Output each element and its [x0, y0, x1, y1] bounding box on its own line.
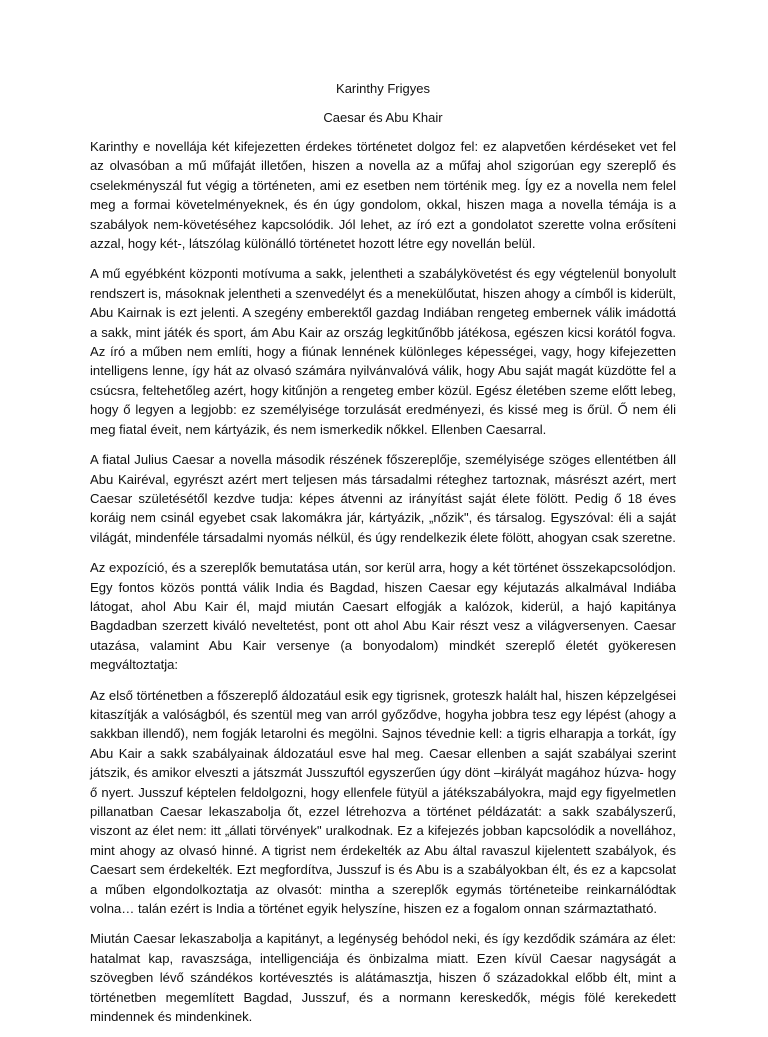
document-title: Caesar és Abu Khair: [323, 110, 443, 125]
paragraph-1: Karinthy e novellája két kifejezetten érdekes történetet dolgoz fel: ez alapvetően kérdéseket vet fel az olvasóban a mű műfaját illetően, hiszen a novella az a műfaj ahol szigorúan egy szereplő és cselekményszál fut végig a történeten, ami ez esetben nem történik meg. Így ez a novella nem felel meg a formai követelményeknek, és én úgy gondolom, okkal, hiszen maga a novella témája is a szabályok nem-követéséhez kapcsolódik. Jól lehet, az író ezt a gondolatot szerette volna erősíteni azzal, hogy két-, látszólag különálló történetet hozott létre egy novellán belül.: [90, 139, 676, 252]
paragraph-2: A mű egyébként központi motívuma a sakk, jelentheti a szabálykövetést és egy végtelenül bonyolult rendszert is, másoknak jelentheti a szenvedélyt és a menekülőutat, hiszen ahogy a címből is kiderült, Abu Kairnak is ezt jelenti. A szegény emberektől gazdag Indiában rengeteg embernek válik imádottá a sakk, mint játék és sport, ám Abu Kair az ország legkitűnőbb játékosa, egészen kicsi korától fogva. Az író a műben nem említi, hogy a fiúnak lennének különleges képességei, vagy, hogy kifejezetten intelligens lenne, így hát az olvasó számára nyilvánvalóvá válik, hogy Abu saját magát küzdötte fel a csúcsra, feltehetőleg azért, hogy kitűnjön a rengeteg ember közül. Egész életében szeme előtt lebeg, hogy ő legyen a legjobb: ez személyisége torzulását eredményezi, és kissé meg is őrül. Ő nem éli meg fiatal éveit, nem kártyázik, és nem ismerkedik nőkkel. Ellenben Caesarral.: [90, 266, 676, 437]
paragraph-4: Az expozíció, és a szereplők bemutatása után, sor kerül arra, hogy a két történet összekapcsolódjon. Egy fontos közös ponttá válik India és Bagdad, hiszen Caesar egy kéjutazás alkalmával Indiába látogat, ahol Abu Kair él, majd miután Caesart elfogják a kalózok, kiderül, a hajó kapitánya Bagdadban szerzett kiváló neveltetést, pont ott ahol Abu Kair részt vesz a világversenyen. Caesar utazása, valamint Abu Kair versenye (a bonyodalom) mindkét szereplő életét gyökeresen megváltoztatja:: [90, 560, 676, 673]
document-page: [90, 80, 676, 1037]
paragraph-6: Miután Caesar lekaszabolja a kapitányt, a legénység behódol neki, és így kezdődik számára az élet: hatalmat kap, ravaszsága, intelligenciája és önbizalma miatt. Ezen kívül Caesar nagyságát a szövegben lévő szándékos kortévesztés is alátámasztja, hiszen ő századokkal előbb élt, mint a történetben megemlített Bagdad, Jusszuf, és a normann kereskedők, mégis fölé kerekedett mindennek és mindenkinek.: [90, 931, 676, 1025]
paragraph-5: Az első történetben a főszereplő áldozatául esik egy tigrisnek, groteszk halált hal, hiszen képzelgései kitaszítják a valóságból, és szentül meg van arról győződve, hogyha jobbra tesz egy lépést (ahogy a sakkban illendő), nem fogják letarolni és megölni. Sajnos tévednie kell: a tigris elharapja a torkát, így Abu Kair a sakk szabályainak áldozatául esve hal meg. Caesar ellenben a saját szabályai szerint játszik, és amikor elveszti a játszmát Jusszuftól egyszerűen úgy dönt –királyát magához húzva- hogy ő nyert. Jusszuf képtelen feldolgozni, hogy ellenfele fütyül a játékszabályokra, majd egy figyelmetlen pillanatban Caesar lekaszabolja őt, ezzel létrehozva a történet példázatát: a sakk szabályszerű, viszont az élet nem: itt „állati törvények" uralkodnak. Ez a kifejezés jobban kapcsolódik a novellához, mint ahogy az olvasó hinné. A tigrist nem érdekelték az Abu által ravaszul kijelentett szabályok, és Caesart sem érdekelték. Ezt megfordítva, Jusszuf is és Abu is a szabályokban élt, és ez a kapcsolat a műben elgondolkoztatja az olvasót: mintha a szereplők egymás történeteibe reinkarnálódtak volna… talán ezért is India a történet egyik helyszíne, hiszen ez a fogalom onnan származtatható.: [90, 687, 676, 917]
document-author: Karinthy Frigyes: [336, 81, 430, 96]
paragraph-3: A fiatal Julius Caesar a novella második részének főszereplője, személyisége szöges ellentétben áll Abu Kairéval, egyrészt azért mert teljesen más társadalmi réteghez tartoznak, másrészt azért, mert Caesar születésétől kezdve tudja: képes átvenni az irányítást saját élete fölött. Pedig ő 18 éves koráig nem csinál egyebet csak lakomákra jár, kártyázik, „nőzik", és társalog. Egyszóval: éli a saját világát, mindenféle társadalmi nyomás nélkül, és úgy rendelkezik élete fölött, ahogyan csak szeretne.: [90, 452, 676, 545]
